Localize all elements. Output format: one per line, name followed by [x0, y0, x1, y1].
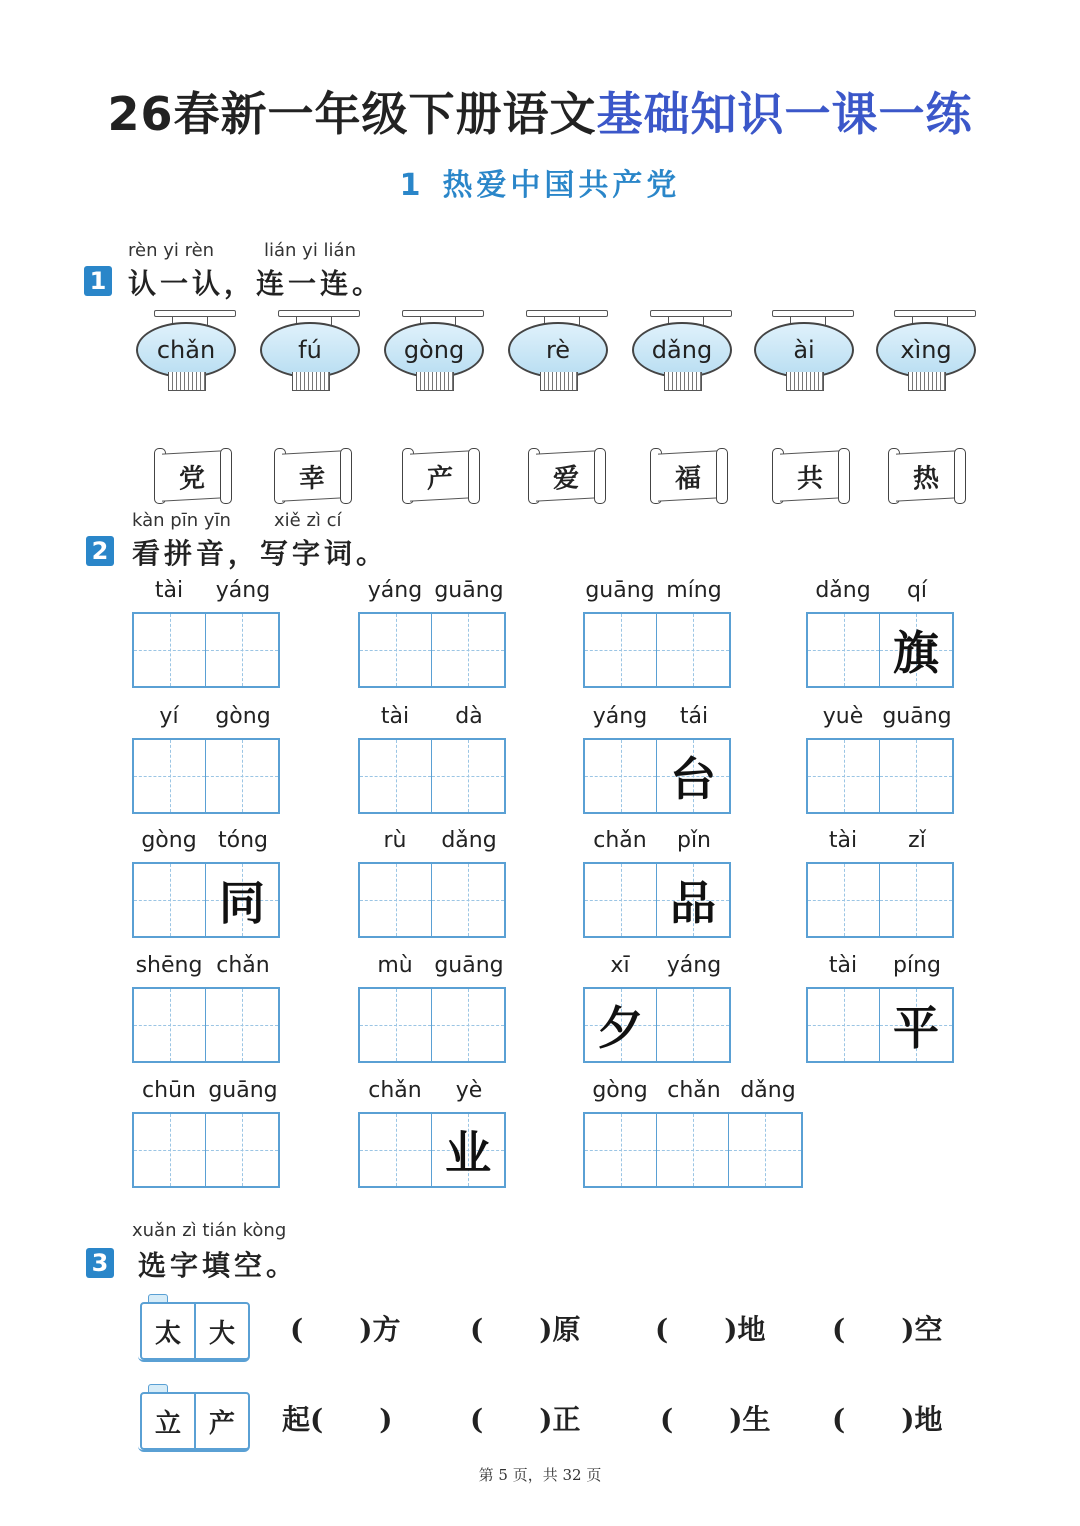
- writing-cell[interactable]: [206, 614, 278, 686]
- writing-grid: [806, 738, 954, 814]
- writing-cell[interactable]: [657, 864, 729, 936]
- writing-cell[interactable]: [360, 740, 432, 812]
- scroll-character: 产: [410, 450, 470, 501]
- grid-pinyin: guāng: [434, 953, 504, 978]
- cell-character: 品: [670, 876, 716, 930]
- grid-pinyin: tóng: [218, 828, 268, 853]
- fill-blank[interactable]: ( )地: [655, 1313, 766, 1346]
- character-scroll: [650, 448, 728, 504]
- fill-blank[interactable]: 起( ): [282, 1403, 393, 1436]
- writing-cell[interactable]: [657, 740, 729, 812]
- writing-grid: [358, 738, 506, 814]
- fill-blank[interactable]: ( )正: [470, 1403, 581, 1436]
- lesson-name: 热爱中国共产党: [442, 168, 681, 203]
- cell-character: [808, 740, 879, 812]
- writing-cell[interactable]: [206, 864, 278, 936]
- writing-grid: [358, 862, 506, 938]
- book-icon: [138, 1386, 250, 1452]
- grid-pinyin: dǎng: [740, 1078, 796, 1103]
- cell-character: 旗: [893, 626, 939, 680]
- grid-pinyin: yáng: [367, 578, 423, 603]
- grid-pinyin: mù: [377, 953, 413, 978]
- cell-character: [880, 740, 952, 812]
- writing-cell[interactable]: [808, 740, 880, 812]
- book-option: 大: [194, 1302, 250, 1360]
- scroll-character: 党: [162, 450, 222, 501]
- cell-character: [360, 614, 431, 686]
- writing-cell[interactable]: [360, 1114, 432, 1186]
- section1-pinyin-a: rèn yi rèn: [128, 240, 215, 261]
- cell-character: [206, 740, 278, 812]
- cell-character: [206, 1114, 278, 1186]
- section2-number: 2: [86, 536, 114, 566]
- cell-character: [134, 989, 205, 1061]
- writing-cell[interactable]: [432, 740, 504, 812]
- cell-character: [134, 740, 205, 812]
- cell-character: 台: [670, 752, 716, 806]
- lantern-pinyin: dǎng: [632, 322, 732, 378]
- grid-pinyin: xī: [610, 953, 630, 978]
- book-icon: [138, 1296, 250, 1362]
- lantern-pinyin: fú: [260, 322, 360, 378]
- writing-grid: [132, 612, 280, 688]
- writing-cell[interactable]: [657, 1114, 729, 1186]
- writing-cell[interactable]: [432, 614, 504, 686]
- grid-pinyin: qí: [906, 578, 928, 603]
- writing-cell[interactable]: [880, 740, 952, 812]
- lantern: [134, 310, 244, 400]
- writing-grid: [132, 738, 280, 814]
- scroll-roller-right: [594, 448, 606, 504]
- page-footer: 第 5 页，共 32 页: [478, 1466, 602, 1484]
- cell-character: [134, 1114, 205, 1186]
- writing-cell[interactable]: [206, 1114, 278, 1186]
- lantern-pinyin: xìng: [876, 322, 976, 378]
- grid-pinyin: gòng: [141, 828, 197, 853]
- writing-grid: [132, 1112, 280, 1188]
- lantern-pinyin: gòng: [384, 322, 484, 378]
- cell-character: [432, 864, 504, 936]
- writing-grid: [583, 738, 731, 814]
- writing-grid: [583, 987, 731, 1063]
- writing-grid: [806, 612, 954, 688]
- section1-number: 1: [84, 266, 112, 296]
- grid-pinyin: tài: [380, 704, 410, 729]
- grid-pinyin: yí: [159, 704, 179, 729]
- scroll-roller-right: [340, 448, 352, 504]
- grid-pinyin: rù: [383, 828, 407, 853]
- cell-character: [657, 614, 729, 686]
- book-option: 立: [140, 1392, 196, 1450]
- cell-character: [808, 614, 879, 686]
- cell-character: [585, 864, 656, 936]
- grid-pinyin: píng: [893, 953, 941, 978]
- cell-character: [585, 614, 656, 686]
- writing-grid: [806, 862, 954, 938]
- grid-pinyin: chǎn: [368, 1078, 422, 1103]
- writing-cell[interactable]: [360, 989, 432, 1061]
- writing-cell[interactable]: [880, 614, 952, 686]
- writing-cell[interactable]: [206, 740, 278, 812]
- grid-pinyin: gòng: [215, 704, 271, 729]
- grid-pinyin: míng: [666, 578, 722, 603]
- grid-pinyin: tài: [828, 953, 858, 978]
- section1-title: 认一认，连一连。: [128, 267, 385, 300]
- cell-character: [432, 614, 504, 686]
- cell-character: [432, 989, 504, 1061]
- cell-character: [360, 740, 431, 812]
- lantern: [630, 310, 740, 400]
- cell-character: [808, 989, 879, 1061]
- grid-pinyin: tài: [828, 828, 858, 853]
- writing-cell[interactable]: [432, 1114, 504, 1186]
- cell-character: [657, 989, 729, 1061]
- scroll-character: 幸: [282, 450, 342, 501]
- writing-cell[interactable]: [808, 614, 880, 686]
- cell-character: 夕: [597, 1001, 644, 1055]
- grid-pinyin: yáng: [592, 704, 648, 729]
- grid-pinyin: zǐ: [908, 828, 926, 853]
- scroll-roller-right: [220, 448, 232, 504]
- section3-title: 选字填空。: [138, 1249, 299, 1282]
- writing-cell[interactable]: [134, 614, 206, 686]
- writing-cell[interactable]: [729, 1114, 801, 1186]
- page-title: [0, 78, 1080, 144]
- writing-grid: [358, 1112, 506, 1188]
- writing-cell[interactable]: [360, 614, 432, 686]
- cell-character: 业: [445, 1126, 491, 1180]
- fill-blank[interactable]: ( )原: [470, 1313, 581, 1346]
- cell-character: [657, 1114, 728, 1186]
- fill-blank[interactable]: ( )生: [660, 1403, 771, 1436]
- writing-cell[interactable]: [134, 740, 206, 812]
- writing-cell[interactable]: [432, 864, 504, 936]
- grid-pinyin: guāng: [208, 1078, 278, 1103]
- lesson-heading: [0, 160, 1080, 204]
- writing-cell[interactable]: [585, 740, 657, 812]
- writing-cell[interactable]: [657, 989, 729, 1061]
- grid-pinyin: dà: [455, 704, 483, 729]
- grid-pinyin: pǐn: [676, 828, 712, 853]
- section2-pinyin-b: xiě zì cí: [274, 510, 342, 531]
- writing-cell[interactable]: [134, 989, 206, 1061]
- lantern-pinyin: ài: [754, 322, 854, 378]
- grid-pinyin: chǎn: [593, 828, 647, 853]
- lantern-pinyin: chǎn: [136, 322, 236, 378]
- fill-blank[interactable]: ( )空: [832, 1313, 943, 1346]
- writing-grid: [806, 987, 954, 1063]
- character-scroll: [888, 448, 966, 504]
- title-main: 26春新一年级下册语文: [107, 87, 597, 141]
- grid-pinyin: tái: [679, 704, 709, 729]
- lantern-pinyin: rè: [508, 322, 608, 378]
- book-option: 产: [194, 1392, 250, 1450]
- scroll-roller-right: [838, 448, 850, 504]
- lantern-tassel: [416, 372, 454, 391]
- writing-grid: [583, 612, 731, 688]
- grid-pinyin: guāng: [434, 578, 504, 603]
- lantern: [506, 310, 616, 400]
- cell-character: [206, 989, 278, 1061]
- cell-character: [206, 614, 278, 686]
- writing-cell[interactable]: [585, 989, 657, 1061]
- cell-character: [360, 1114, 431, 1186]
- fill-blank[interactable]: ( )地: [832, 1403, 943, 1436]
- grid-pinyin: tài: [154, 578, 184, 603]
- cell-character: [134, 614, 205, 686]
- cell-character: [585, 1114, 656, 1186]
- writing-cell[interactable]: [360, 864, 432, 936]
- writing-grid: [358, 987, 506, 1063]
- writing-grid: [132, 862, 280, 938]
- cell-character: [360, 864, 431, 936]
- lantern: [752, 310, 862, 400]
- grid-pinyin: yè: [455, 1078, 483, 1103]
- lantern: [382, 310, 492, 400]
- grid-pinyin: chūn: [142, 1078, 196, 1103]
- writing-cell[interactable]: [134, 1114, 206, 1186]
- scroll-character: 福: [658, 450, 718, 501]
- section2-title: 看拼音，写字词。: [132, 537, 389, 570]
- grid-pinyin: yáng: [215, 578, 271, 603]
- writing-cell[interactable]: [585, 864, 657, 936]
- grid-pinyin: guāng: [882, 704, 952, 729]
- character-scroll: [528, 448, 606, 504]
- writing-cell[interactable]: [432, 989, 504, 1061]
- cell-character: [585, 740, 656, 812]
- lantern-tassel: [168, 372, 206, 391]
- scroll-roller-right: [954, 448, 966, 504]
- writing-cell[interactable]: [657, 614, 729, 686]
- writing-grid: [583, 862, 731, 938]
- character-scroll: [772, 448, 850, 504]
- grid-pinyin: guāng: [585, 578, 655, 603]
- writing-cell[interactable]: [808, 989, 880, 1061]
- cell-character: [432, 740, 504, 812]
- scroll-character: 共: [780, 450, 840, 501]
- grid-pinyin: shēng: [135, 953, 203, 978]
- section1-pinyin-b: lián yi lián: [264, 240, 356, 261]
- scroll-character: 爱: [536, 450, 596, 501]
- scroll-character: 热: [896, 450, 956, 501]
- grid-pinyin: gòng: [592, 1078, 648, 1103]
- cell-character: 平: [893, 1001, 939, 1055]
- grid-pinyin: chǎn: [667, 1078, 721, 1103]
- lantern: [258, 310, 368, 400]
- lantern-tassel: [786, 372, 824, 391]
- cell-character: 同: [219, 876, 265, 930]
- writing-cell[interactable]: [880, 864, 952, 936]
- writing-cell[interactable]: [585, 1114, 657, 1186]
- lantern-tassel: [908, 372, 946, 391]
- writing-cell[interactable]: [585, 614, 657, 686]
- section3-pinyin: xuǎn zì tián kòng: [132, 1220, 287, 1241]
- grid-pinyin: yuè: [822, 704, 864, 729]
- lantern-tassel: [292, 372, 330, 391]
- lantern-tassel: [540, 372, 578, 391]
- writing-cell[interactable]: [808, 864, 880, 936]
- cell-character: [880, 864, 952, 936]
- lesson-number: 1: [399, 168, 425, 203]
- writing-cell[interactable]: [206, 989, 278, 1061]
- writing-grid: [583, 1112, 803, 1188]
- section2-pinyin-a: kàn pīn yīn: [132, 510, 231, 531]
- grid-pinyin: dǎng: [815, 578, 871, 603]
- book-base: [138, 1354, 250, 1362]
- cell-character: [808, 864, 879, 936]
- lantern-tassel: [664, 372, 702, 391]
- writing-cell[interactable]: [134, 864, 206, 936]
- cell-character: [729, 1114, 801, 1186]
- character-scroll: [154, 448, 232, 504]
- cell-character: [134, 864, 205, 936]
- writing-cell[interactable]: [880, 989, 952, 1061]
- grid-pinyin: yáng: [666, 953, 722, 978]
- book-base: [138, 1444, 250, 1452]
- section3-number: 3: [86, 1248, 114, 1278]
- book-option: 太: [140, 1302, 196, 1360]
- scroll-roller-right: [716, 448, 728, 504]
- writing-grid: [132, 987, 280, 1063]
- fill-blank[interactable]: ( )方: [290, 1313, 401, 1346]
- title-highlight: 基础知识一课一练: [596, 87, 973, 141]
- writing-grid: [358, 612, 506, 688]
- grid-pinyin: dǎng: [441, 828, 497, 853]
- character-scroll: [274, 448, 352, 504]
- lantern: [874, 310, 984, 400]
- character-scroll: [402, 448, 480, 504]
- scroll-roller-right: [468, 448, 480, 504]
- grid-pinyin: chǎn: [216, 953, 270, 978]
- cell-character: [360, 989, 431, 1061]
